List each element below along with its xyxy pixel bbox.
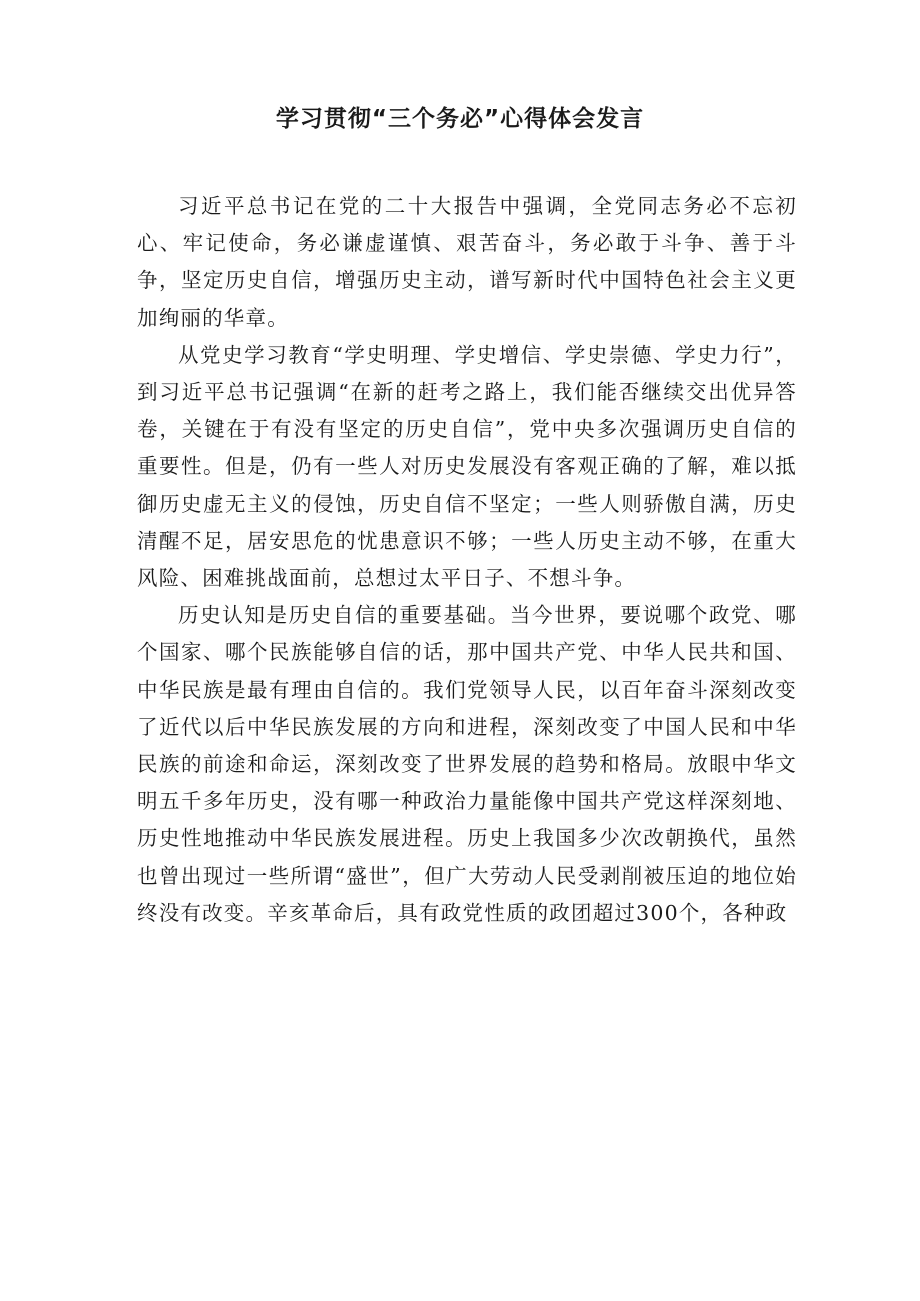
paragraph-2: 从党史学习教育“学史明理、学史增信、学史崇德、学史力行”，到习近平总书记强调“在新的赶考之路上，我们能否继续交出优异答卷，关键在于有没有坚定的历史自信”，党中央多次强调历史自信的重要性。但是，仍有一些人对历史发展没有客观正确的了解，难以抵御历史虚无主义的侵蚀，历史自信不坚定；一些人则骄傲自满，历史清醒不足，居安思危的忧患意识不够；一些人历史主动不够，在重大风险、困难挑战面前，总想过太平日子、不想斗争。 [137, 342, 797, 591]
page-title: 学习贯彻“三个务必”心得体会发言 [275, 106, 645, 132]
paragraph-1: 习近平总书记在党的二十大报告中强调，全党同志务必不忘初心、牢记使命，务必谦虚谨慎、艰苦奋斗，务必敢于斗争、善于斗争，坚定历史自信，增强历史主动，谱写新时代中国特色社会主义更加绚丽的华章。 [137, 194, 797, 330]
document-body [137, 188, 797, 932]
paragraph-3: 历史认知是历史自信的重要基础。当今世界，要说哪个政党、哪个国家、哪个民族能够自信的话，那中国共产党、中华人民共和国、中华民族是最有理由自信的。我们党领导人民，以百年奋斗深刻改变了近代以后中华民族发展的方向和进程，深刻改变了中国人民和中华民族的前途和命运，深刻改变了世界发展的趋势和格局。放眼中华文明五千多年历史，没有哪一种政治力量能像中国共产党这样深刻地、历史性地推动中华民族发展进程。历史上我国多少次改朝换代，虽然也曾出现过一些所谓“盛世”，但广大劳动人民受剥削被压迫的地位始终没有改变。辛亥革命后，具有政党性质的政团超过300个，各种政 [137, 603, 797, 925]
